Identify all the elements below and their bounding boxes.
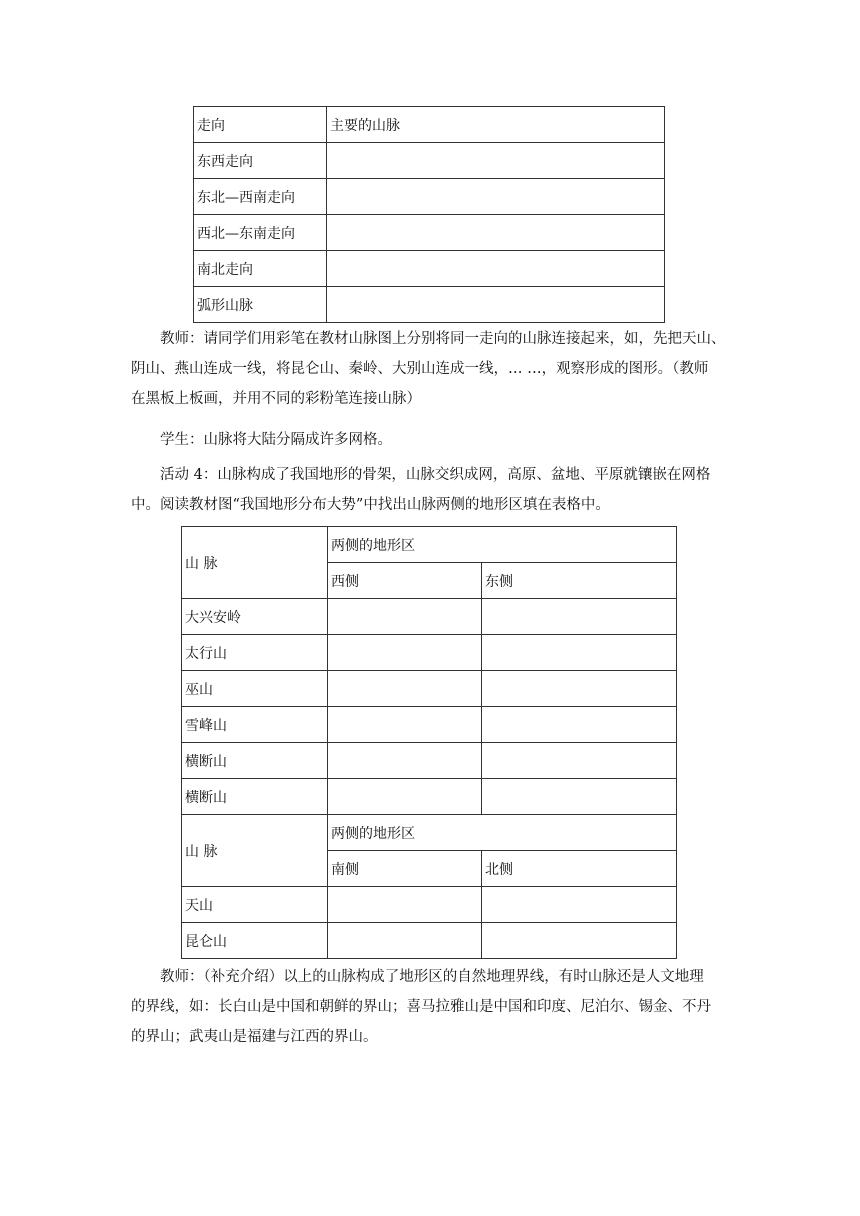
- table-row: [182, 707, 677, 743]
- table-cell: [482, 779, 677, 815]
- table-cell: 东北—西南走向: [194, 179, 327, 215]
- table-cell: [328, 707, 482, 743]
- table-cell: [482, 923, 677, 959]
- paragraph-line: 活动 4：山脉构成了我国地形的骨架，山脉交织成网，高原、盆地、平原就镶嵌在网格: [160, 467, 711, 483]
- mountain-direction-table: [193, 106, 665, 323]
- table-cell: [327, 143, 665, 179]
- table-header-cell: 南侧: [328, 851, 482, 887]
- table-cell: 西北—东南走向: [194, 215, 327, 251]
- table-cell: 太行山: [182, 635, 328, 671]
- table-cell: [327, 179, 665, 215]
- table-row: [182, 743, 677, 779]
- table-header-cell: 东侧: [482, 563, 677, 599]
- table-cell: 昆仑山: [182, 923, 328, 959]
- table-cell: [328, 599, 482, 635]
- table-row: [182, 923, 677, 959]
- table-cell: 横断山: [182, 779, 328, 815]
- table-row: [194, 215, 665, 251]
- paragraph-line: 在黑板上板画，并用不同的彩粉笔连接山脉）: [131, 391, 421, 407]
- table-cell: [482, 671, 677, 707]
- table-header-cell: 走向: [194, 107, 327, 143]
- table-row: [182, 779, 677, 815]
- table-header-cell: 两侧的地形区: [328, 527, 677, 563]
- table-row: [194, 107, 665, 143]
- table-cell: 大兴安岭: [182, 599, 328, 635]
- paragraph-line: 教师：请同学们用彩笔在教材山脉图上分别将同一走向的山脉连接起来，如，先把天山、: [160, 331, 726, 347]
- teacher-supplement-paragraph: [131, 962, 731, 1052]
- paragraph-line: 的界山；武夷山是福建与江西的界山。: [131, 1029, 378, 1045]
- table-header-cell: 山 脉: [182, 527, 328, 599]
- table-cell: [482, 599, 677, 635]
- paragraph-line: 阴山、燕山连成一线，将昆仑山、秦岭、大别山连成一线，… …，观察形成的图形。（教师: [131, 361, 709, 377]
- table-row: [182, 815, 677, 851]
- table-cell: [328, 779, 482, 815]
- table-header-cell: 北侧: [482, 851, 677, 887]
- table-row: [182, 527, 677, 563]
- table-cell: [328, 887, 482, 923]
- table-cell: 巫山: [182, 671, 328, 707]
- mountain-terrain-table: [181, 526, 677, 959]
- table-cell: 天山: [182, 887, 328, 923]
- student-paragraph: 学生：山脉将大陆分隔成许多网格。: [160, 432, 392, 448]
- table-cell: 雪峰山: [182, 707, 328, 743]
- table-header-cell: 两侧的地形区: [328, 815, 677, 851]
- teacher-instruction-paragraph: [131, 324, 731, 414]
- table-cell: [327, 287, 665, 323]
- table-cell: 南北走向: [194, 251, 327, 287]
- table-row: [194, 143, 665, 179]
- paragraph-line: 教师：（补充介绍）以上的山脉构成了地形区的自然地理界线，有时山脉还是人文地理: [160, 969, 704, 985]
- table-header-cell: 主要的山脉: [327, 107, 665, 143]
- table-row: [182, 887, 677, 923]
- table-header-cell: 山 脉: [182, 815, 328, 887]
- table-cell: 横断山: [182, 743, 328, 779]
- table-cell: [327, 215, 665, 251]
- table-cell: [328, 743, 482, 779]
- table-cell: [328, 671, 482, 707]
- table-cell: 东西走向: [194, 143, 327, 179]
- table-row: [182, 671, 677, 707]
- table-cell: [482, 707, 677, 743]
- table-header-cell: 西侧: [328, 563, 482, 599]
- table-cell: [328, 635, 482, 671]
- activity-4-paragraph: [131, 460, 731, 520]
- table-row: [194, 287, 665, 323]
- table-row: [182, 635, 677, 671]
- table-cell: [327, 251, 665, 287]
- table-cell: [328, 923, 482, 959]
- table-cell: 弧形山脉: [194, 287, 327, 323]
- table-cell: [482, 743, 677, 779]
- paragraph-line: 的界线，如：长白山是中国和朝鲜的界山；喜马拉雅山是中国和印度、尼泊尔、锡金、不丹: [131, 999, 711, 1015]
- paragraph-line: 中。阅读教材图“我国地形分布大势”中找出山脉两侧的地形区填在表格中。: [131, 497, 610, 513]
- table-row: [182, 599, 677, 635]
- table-cell: [482, 887, 677, 923]
- table-row: [194, 179, 665, 215]
- table-row: [194, 251, 665, 287]
- table-cell: [482, 635, 677, 671]
